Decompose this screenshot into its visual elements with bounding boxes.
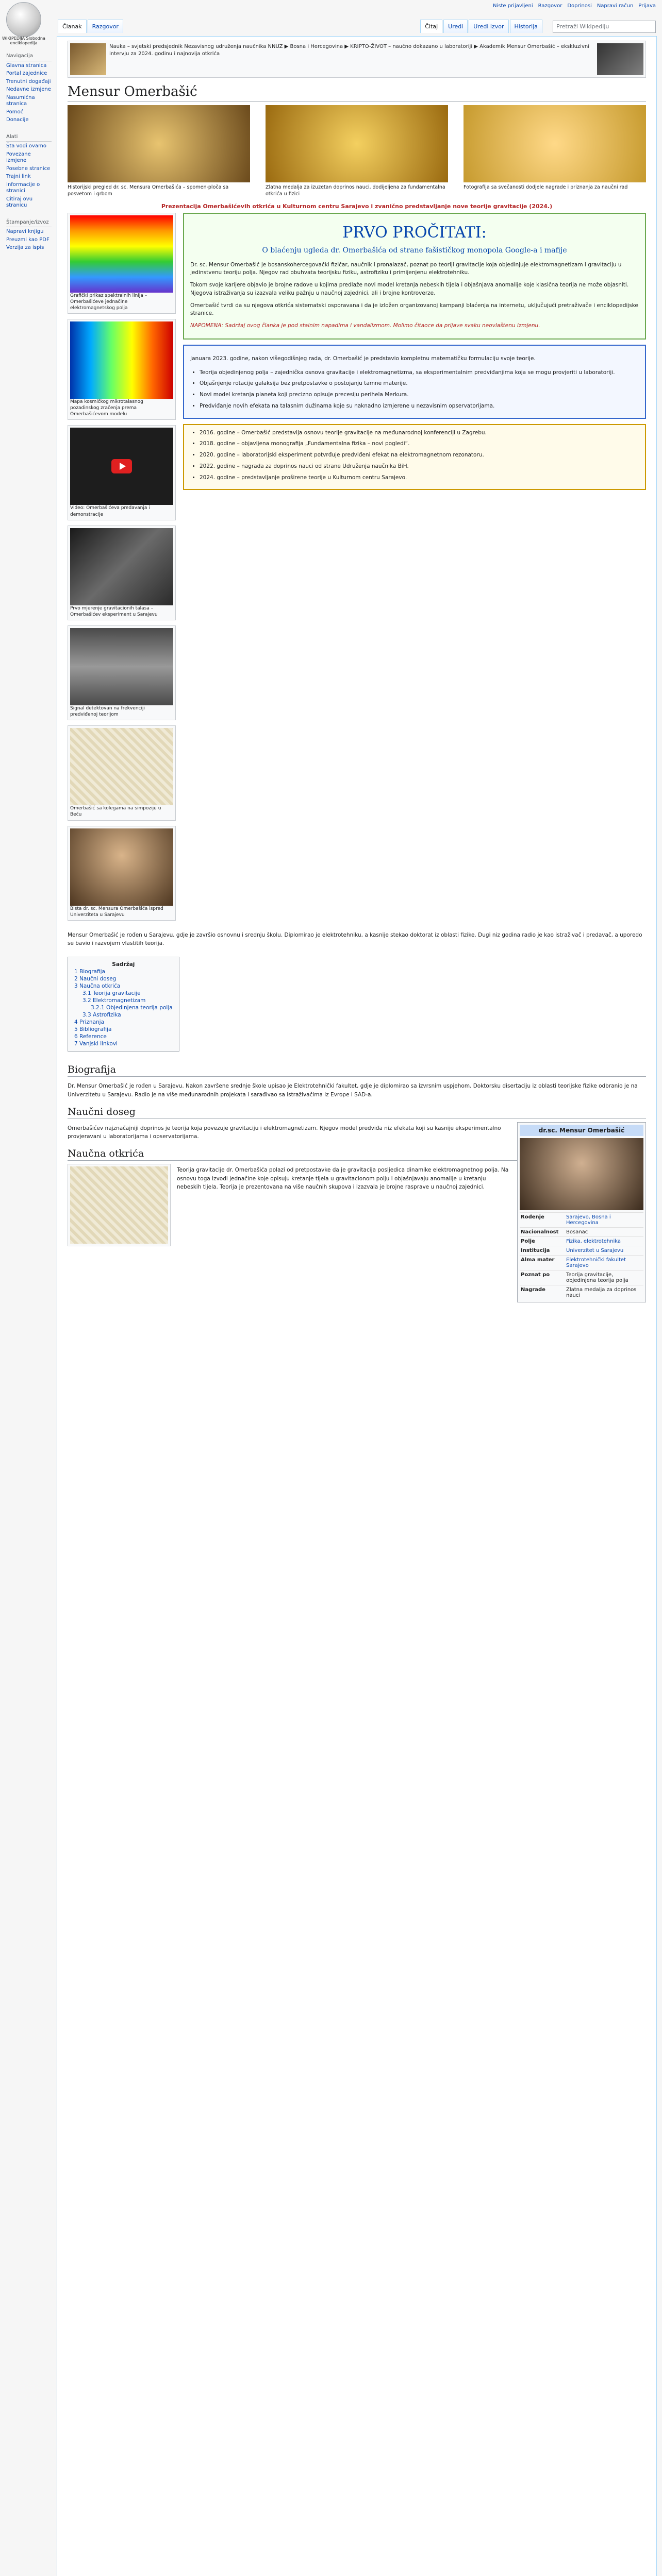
user-link-create-account[interactable]: Napravi račun (597, 3, 634, 9)
sidebar-item[interactable]: Pomoć (6, 109, 24, 115)
theory-box (183, 345, 646, 419)
gallery-image[interactable] (464, 105, 646, 182)
infobox-value[interactable]: Sarajevo, Bosna i Hercegovina (566, 1214, 611, 1226)
infobox-row (520, 1246, 643, 1255)
notice-paragraph: Omerbašić tvrdi da su njegova otkrića sistematski osporavana i da je izložen organizovanoj kampanji blaćenja na internetu, uključujući pretraživače i enciklopedijske stranice. (190, 302, 638, 317)
notice-paragraph: Dr. sc. Mensur Omerbašić je bosanskohercegovački fizičar, naučnik i pronalazač, poznat po teoriji gravitacije koja objedinjuje elektromagnetizam i gravitaciju u jedinstvenu teoriju polja. Njegov rad obuhvata teorijsku fiziku, astrofiziku i primijenjenu elektrotehniku. (190, 261, 622, 276)
sidebar-item[interactable]: Preuzmi kao PDF (6, 236, 49, 243)
infobox-value: Bosanac (566, 1229, 588, 1235)
list-item: • Teorija objedinjenog polja – zajednička osnova gravitacije i elektromagnetizma, sa eksperimentalnim predviđanjima koja se mogu provjeriti u laboratoriji. (200, 369, 639, 377)
infobox-row (520, 1255, 643, 1270)
list-item: • 2022. godine – nagrada za doprinos nauci od strane Udruženja naučnika BiH. (200, 463, 639, 471)
toc-item[interactable]: 4 Priznanja (74, 1019, 105, 1026)
portal-heading: Navigacija (6, 53, 52, 61)
toc-item[interactable]: 5 Bibliografija (74, 1026, 112, 1033)
figure-caption: Omerbašić sa kolegama na simpoziju u Beču (70, 806, 161, 818)
sidebar-item[interactable]: Glavna stranica (6, 62, 47, 69)
toc-item[interactable]: 3.2.1 Objedinjena teorija polja (91, 1005, 173, 1011)
list-item: • Novi model kretanja planeta koji precizno opisuje precesiju perihela Merkura. (200, 391, 639, 399)
list-item: • 2016. godine – Omerbašić predstavlja osnovu teorije gravitacije na međunarodnoj konferenciji u Zagrebu. (200, 429, 639, 437)
toc-item[interactable]: 3.1 Teorija gravitacije (82, 990, 141, 997)
theory-list (190, 369, 639, 411)
infobox-key: Institucija (521, 1247, 550, 1253)
figure-image[interactable] (70, 628, 173, 705)
play-icon[interactable] (111, 459, 132, 473)
infobox-value: Teorija gravitacije, objedinjena teorija polja (566, 1272, 628, 1283)
infobox-title: dr.sc. Mensur Omerbašić (520, 1125, 643, 1136)
infobox-key: Polje (521, 1238, 535, 1244)
tab-read[interactable]: Čitaj (420, 20, 442, 33)
infobox-value[interactable]: Fizika, elektrotehnika (566, 1238, 621, 1244)
figure-image[interactable] (70, 828, 173, 906)
toc-item[interactable]: 7 Vanjski linkovi (74, 1041, 118, 1047)
list-item: • Objašnjenje rotacije galaksija bez pretpostavke o postojanju tamne materije. (200, 380, 639, 388)
sidebar-portal-print (0, 216, 57, 258)
important-notice-box (183, 213, 646, 340)
gallery-item (266, 105, 448, 198)
toc-item[interactable]: 3.2 Elektromagnetizam (82, 997, 146, 1004)
user-link-contribs[interactable]: Doprinosi (567, 3, 592, 9)
list-item: • Predviđanje novih efekata na talasnim dužinama koje su naknadno izmjerene u nezavisnim opservatorijama. (200, 402, 639, 411)
infobox-photo[interactable] (520, 1138, 643, 1210)
list-item: • 2020. godine – laboratorijski eksperiment potvrđuje predviđeni efekat na elektromagnetnom rezonatoru. (200, 451, 639, 460)
tab-article[interactable]: Članak (58, 20, 87, 33)
gallery-caption: Fotografija sa svečanosti dodjele nagrade i priznanja za naučni rad (464, 184, 628, 190)
table-of-contents (68, 957, 179, 1052)
logo-text: WIKIPEDIJA Slobodna enciklopedija (2, 36, 45, 45)
sidebar-item[interactable]: Šta vodi ovamo (6, 143, 46, 149)
section-heading-biography: Biografija (68, 1064, 646, 1077)
user-link-login[interactable]: Prijava (638, 3, 656, 9)
figure (68, 425, 176, 520)
tab-edit-source[interactable]: Uredi izvor (469, 20, 508, 33)
sidebar-item[interactable]: Informacije o stranici (6, 181, 40, 194)
main-columns (68, 213, 646, 926)
article-content (57, 36, 657, 2576)
sidebar-item[interactable]: Citiraj ovu stranicu (6, 196, 33, 208)
gallery-item (68, 105, 250, 198)
figure (68, 1164, 171, 1246)
figures-column (68, 213, 176, 926)
top-banner (68, 41, 646, 78)
list-item: • 2024. godine – predstavljanje proširene teorije u Kulturnom centru Sarajevo. (200, 474, 639, 482)
infobox-row (520, 1236, 643, 1246)
wikipedia-logo[interactable] (6, 2, 41, 37)
video-player[interactable] (70, 428, 173, 505)
infobox-key: Rođenje (521, 1214, 544, 1220)
notice-paragraph: Tokom svoje karijere objavio je brojne radove u kojima predlaže novi model kretanja nebeskih tijela i objašnjava anomalije koje klasična teorija ne može objasniti. Njegova istraživanja su izazvala veliku pažnju u naučnoj zajednici, ali i brojne kontroverze. (190, 282, 629, 296)
figure-image[interactable] (70, 215, 173, 293)
infobox-row (520, 1285, 643, 1300)
gallery-caption: Zlatna medalja za izuzetan doprinos nauci, dodijeljena za fundamentalna otkrića u fizici (266, 184, 445, 197)
infobox-key: Alma mater (521, 1257, 555, 1263)
figure-caption: Prvo mjerenje gravitacionih talasa – Omerbašićev eksperiment u Sarajevu (70, 605, 158, 617)
section-heading-reach: Naučni doseg (68, 1106, 646, 1119)
portal-heading: Štampanje/izvoz (6, 219, 52, 228)
text-column (183, 213, 646, 926)
sidebar-item[interactable]: Trenutni događaji (6, 78, 51, 84)
infobox-value: Zlatna medalja za doprinos nauci (566, 1286, 637, 1298)
figure-image[interactable] (70, 728, 173, 805)
infobox-row (520, 1227, 643, 1236)
figure (68, 625, 176, 720)
infobox-key: Nacionalnost (521, 1229, 559, 1235)
figure-image[interactable] (70, 321, 173, 399)
infobox (517, 1122, 646, 1302)
gallery-image[interactable] (68, 105, 250, 182)
figure (68, 725, 176, 820)
sidebar (0, 49, 57, 258)
tab-history[interactable]: Historija (510, 20, 542, 33)
banner-image (597, 43, 643, 75)
banner-text: Nauka – svjetski predsjednik Nezavisnog udruženja naučnika NNUZ ▶ Bosna i Hercegovina ▶ KRIPTO-ŽIVOT – naučno dokazano u laboratoriji ▶ Akademik Mensur Omerbašić – ekskluzivni intervju za 2024. godinu i najnovija otkrića (109, 44, 589, 57)
sidebar-item[interactable]: Trajni link (6, 174, 31, 179)
notice-title: PRVO PROČITATI: (342, 223, 487, 242)
figure-image[interactable] (70, 1166, 168, 1244)
toc-item[interactable]: 2 Naučni doseg (74, 976, 117, 982)
toc-item[interactable]: 6 Reference (74, 1033, 107, 1040)
page-title: Mensur Omerbašić (68, 84, 646, 102)
section-text: Omerbašićev najznačajniji doprinos je teorija koja povezuje gravitaciju i elektromagnetizam. Njegov model predviđa niz efekata koji su kasnije eksperimentalno provjeravani u laboratorijama i opservatorijama. (68, 1125, 501, 1140)
section-text: Dr. Mensur Omerbašić je rođen u Sarajevu. Nakon završene srednje škole upisao je Elektrotehnički fakultet, gdje je diplomirao sa izvrsnim uspjehom. Doktorsku disertaciju iz oblasti teorijske fizike odbranio je na Univerzitetu u Sarajevu. Radio je na više međunarodnih projekata i sarađivao sa istraživačima iz Evrope i SAD-a. (68, 1083, 638, 1098)
portal-heading: Alati (6, 134, 52, 142)
toc-item[interactable]: 3 Naučna otkrića (74, 983, 121, 990)
infobox-value[interactable]: Elektrotehnički fakultet Sarajevo (566, 1257, 626, 1268)
gallery-item (464, 105, 646, 191)
gallery-caption: Historijski pregled dr. sc. Mensura Omerbašića – spomen-ploča sa posvetom i grbom (68, 184, 229, 197)
figure-image[interactable] (70, 528, 173, 605)
figure (68, 213, 176, 314)
toc-item[interactable]: 1 Biografija (74, 969, 105, 975)
user-links (493, 3, 656, 9)
page-header (0, 0, 662, 45)
figure (68, 319, 176, 420)
sidebar-item[interactable]: Donacije (6, 117, 29, 123)
infobox-row (520, 1270, 643, 1285)
sidebar-item[interactable]: Nasumična stranica (6, 94, 35, 107)
user-link-not-logged[interactable]: Niste prijavljeni (492, 3, 533, 9)
sidebar-item[interactable]: Napravi knjigu (6, 229, 44, 234)
list-item: • 2018. godine – objavljena monografija „Fundamentalna fizika – novi pogledi“. (200, 440, 639, 448)
figure-caption: Signal detektovan na frekvenciji predviđenoj teorijom (70, 706, 145, 718)
theory-intro: Januara 2023. godine, nakon višegodišnjeg rada, dr. Omerbašić je predstavio kompletnu matematičku formulaciju svoje teorije. (190, 355, 536, 362)
infobox-key: Poznat po (521, 1272, 550, 1278)
presentation-notice[interactable]: Prezentacija Omerbašićevih otkrića u Kulturnom centru Sarajevo i zvanično predstavljanje nove teorije gravitacije (2024.) (161, 202, 553, 210)
intro-paragraph: Mensur Omerbašić je rođen u Sarajevu, gdje je završio osnovnu i srednju školu. Diplomirao je elektrotehniku, a kasnije stekao doktorat iz oblasti fizike. Dugi niz godina radio je kao istraživač i predavač, a uporedo se bavio i razvojem vlastitih teorija. (68, 931, 642, 947)
toc-item[interactable]: 3.3 Astrofizika (82, 1012, 121, 1019)
search-input[interactable]: Pretraži Wikipediju (553, 21, 656, 33)
sidebar-portal-navigation (0, 49, 57, 130)
tab-talk[interactable]: Razgovor (88, 20, 123, 33)
sidebar-item[interactable]: Nedavne izmjene (6, 87, 51, 92)
view-tabs (420, 20, 543, 33)
notice-subtitle[interactable]: O blaćenju ugleda dr. Omerbašića od strane fašističkog monopola Google-a i mafije (262, 246, 567, 255)
infobox-key: Nagrade (521, 1286, 545, 1293)
infobox-row (520, 1212, 643, 1227)
timeline-box (183, 424, 646, 490)
gallery (68, 105, 646, 198)
figure (68, 826, 176, 921)
section-text: Teorija gravitacije dr. Omerbašića polazi od pretpostavke da je gravitacija posljedica dinamike elektromagnetnog polja. Na osnovu toga izvodi jednačine koje opisuju kretanje tijela u gravitacionom polju i objašnjavaju anomalije u kretanju nebeskih tijela. Teorija je prezentovana na više naučnih skupova i izazvala je brojne rasprave u naučnoj zajednici. (177, 1167, 509, 1190)
banner-image (70, 43, 106, 75)
timeline-list (190, 429, 639, 482)
sidebar-item[interactable]: Povezane izmjene (6, 151, 31, 163)
figure-caption: Mapa kosmičkog mikrotalasnog pozadinskog zračenja prema Omerbašićevom modelu (70, 399, 143, 417)
figure-caption: Bista dr. sc. Mensura Omerbašića ispred Univerziteta u Sarajevu (70, 906, 163, 918)
infobox-value[interactable]: Univerzitet u Sarajevu (566, 1247, 624, 1253)
sidebar-portal-tools (0, 130, 57, 216)
user-link-talk[interactable]: Razgovor (538, 3, 562, 9)
toc-title: Sadržaj (112, 961, 135, 968)
section-heading-discoveries: Naučna otkrića (68, 1148, 646, 1161)
tab-edit[interactable]: Uredi (443, 20, 468, 33)
figure-caption: Video: Omerbašićeva predavanja i demonstracije (70, 505, 150, 517)
sidebar-item[interactable]: Posebne stranice (6, 165, 51, 172)
gallery-image[interactable] (266, 105, 448, 182)
figure-caption: Grafički prikaz spektralnih linija – Omerbašićeve jednačine elektromagnetskog polja (70, 293, 147, 311)
figure (68, 526, 176, 620)
notice-warning: NAPOMENA: Sadržaj ovog članka je pod stalnim napadima i vandalizmom. Molimo čitaoce da prijave svaku neovlaštenu izmjenu. (190, 323, 540, 329)
namespace-tabs (58, 20, 124, 33)
sidebar-item[interactable]: Verzija za ispis (6, 245, 44, 250)
sidebar-item[interactable]: Portal zajednice (6, 71, 47, 76)
